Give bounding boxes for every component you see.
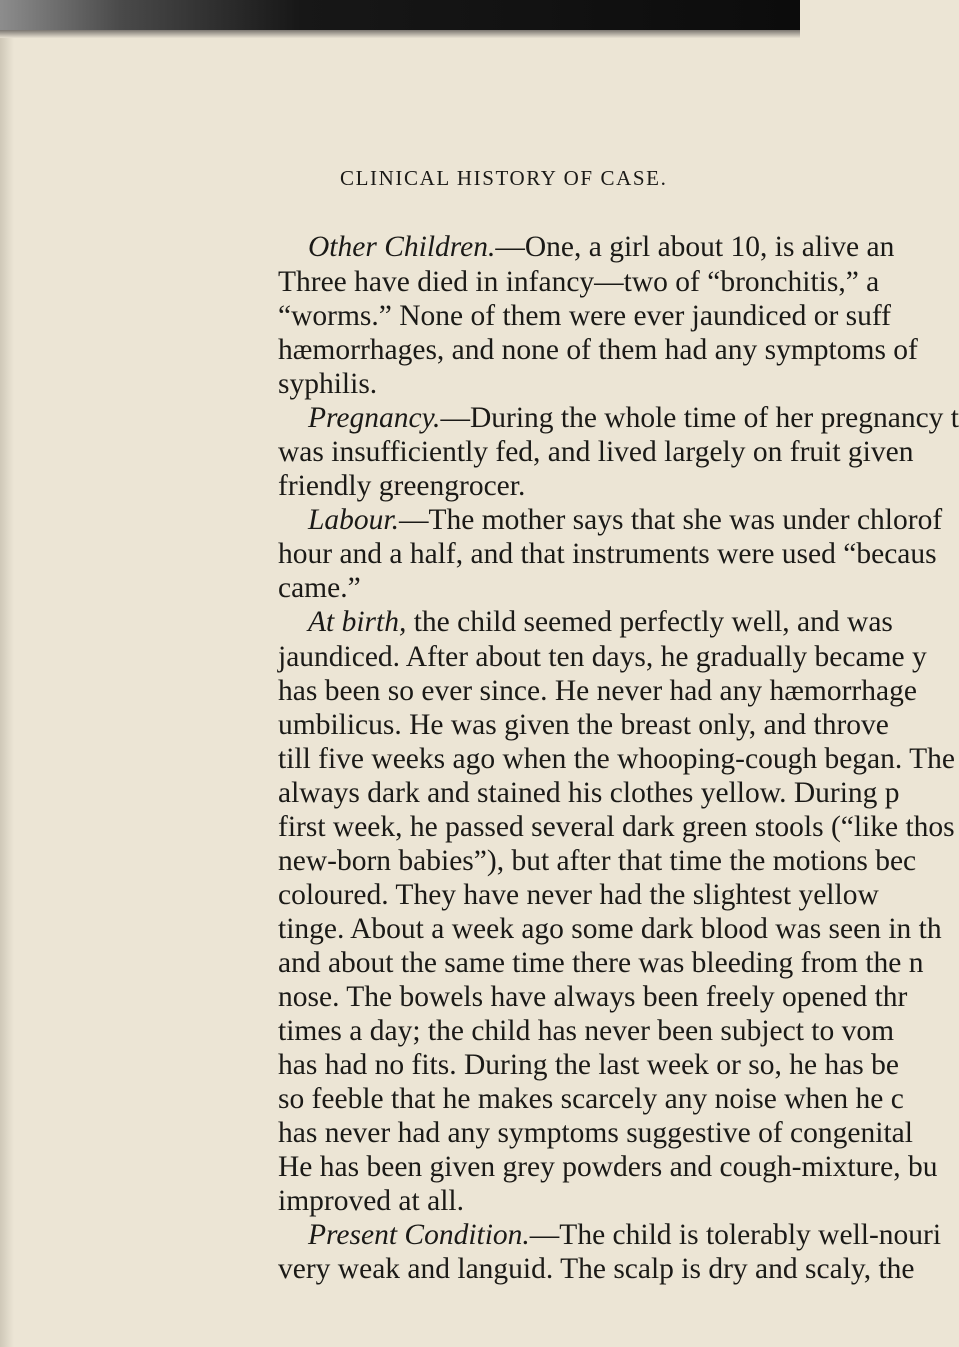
text-line: syphilis. <box>278 368 378 400</box>
section-lead: Pregnancy. <box>308 402 441 434</box>
text-line: umbilicus. He was given the breast only, and throve <box>278 709 889 741</box>
running-header: CLINICAL HISTORY OF CASE. <box>340 166 668 190</box>
text-line: has had no fits. During the last week or so, he has be <box>278 1049 899 1081</box>
text-line: so feeble that he makes scarcely any noise when he c <box>278 1083 904 1115</box>
text-line: has been so ever since. He never had any hæmorrhage <box>278 675 917 707</box>
text-line: He has been given grey powders and cough-mixture, bu <box>278 1151 938 1183</box>
text-line: jaundiced. After about ten days, he gradually became y <box>278 641 927 673</box>
text-line: always dark and stained his clothes yellow. During p <box>278 777 900 809</box>
text-line: came.” <box>278 572 361 604</box>
text-line: Present Condition.—The child is tolerably well-nouri <box>308 1219 942 1251</box>
text-line: Pregnancy.—During the whole time of her pregnancy t <box>308 402 959 434</box>
text-line: Labour.—The mother says that she was under chlorof <box>308 504 943 536</box>
text-line: At birth, the child seemed perfectly well, and was <box>308 606 893 638</box>
text-line: tinge. About a week ago some dark blood was seen in th <box>278 913 942 945</box>
text-line: new-born babies”), but after that time the motions bec <box>278 845 917 877</box>
text-line: times a day; the child has never been subject to vom <box>278 1015 895 1047</box>
text-line: very weak and languid. The scalp is dry and scaly, the <box>278 1253 915 1285</box>
text-line: and about the same time there was bleeding from the n <box>278 947 924 979</box>
text-line: improved at all. <box>278 1185 464 1217</box>
text-line: “worms.” None of them were ever jaundiced or suff <box>278 300 891 332</box>
text-line: friendly greengrocer. <box>278 470 526 502</box>
section-lead: Present Condition. <box>308 1219 530 1251</box>
text-line: till five weeks ago when the whooping-cough began. The <box>278 743 955 775</box>
text-line: nose. The bowels have always been freely opened thr <box>278 981 908 1013</box>
section-lead: Other Children. <box>308 231 496 263</box>
text-line: was insufficiently fed, and lived largely on fruit given <box>278 436 914 468</box>
text-line: coloured. They have never had the slightest yellow <box>278 879 879 911</box>
text-line: Three have died in infancy—two of “bronchitis,” a <box>278 266 880 298</box>
text-line: first week, he passed several dark green stools (“like thos <box>278 811 955 843</box>
text-line: hæmorrhages, and none of them had any symptoms of <box>278 334 918 366</box>
section-lead: At birth, <box>308 606 407 638</box>
section-lead: Labour. <box>308 504 399 536</box>
text-line: hour and a half, and that instruments were used “becaus <box>278 538 937 570</box>
text-line: Other Children.—One, a girl about 10, is alive an <box>308 231 895 263</box>
text-line: has never had any symptoms suggestive of congenital <box>278 1117 913 1149</box>
